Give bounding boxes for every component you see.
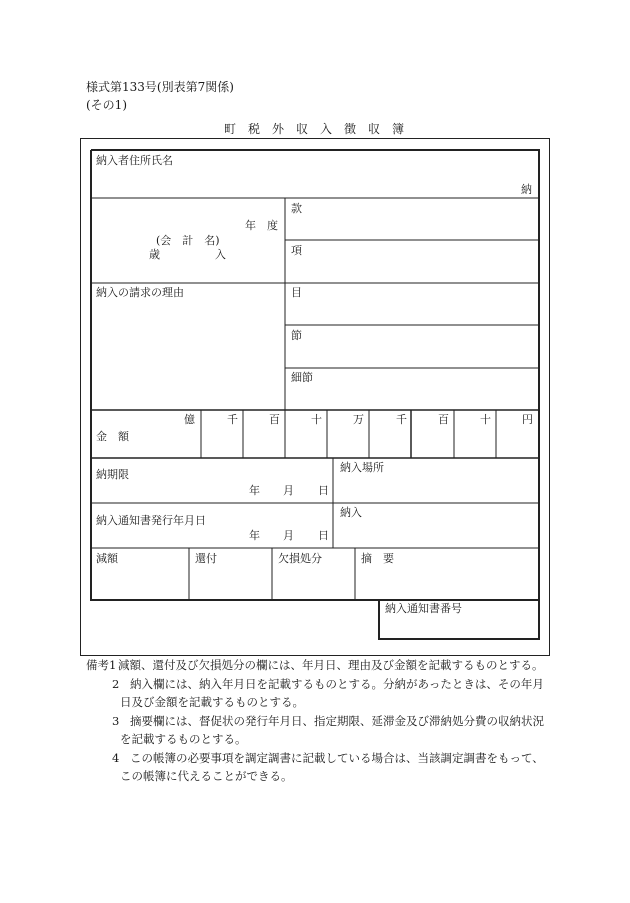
form-part: (その1) (86, 98, 127, 112)
digit-label: 百 (269, 413, 280, 426)
title-char: 町 (224, 122, 237, 136)
fiscal-year-label: 年 度 (245, 219, 278, 232)
digit-label: 万 (353, 413, 364, 426)
note-line (86, 656, 556, 675)
kou-label: 項 (291, 244, 302, 257)
revenue-label: 歳 入 (149, 248, 226, 261)
title-char: 収 (368, 122, 381, 136)
digit-label: 十 (311, 413, 322, 426)
title-char: 徴 (344, 122, 357, 136)
title-char: 簿 (392, 122, 405, 136)
notice-date-year: 年 (249, 529, 260, 542)
notes-section (86, 656, 556, 786)
notice-date-day: 日 (318, 529, 329, 542)
form-number: 様式第133号(別表第7関係) (86, 80, 234, 94)
remarks-label: 摘 要 (361, 552, 394, 565)
note-prefix: 備考1 (86, 658, 117, 672)
notice-date-month: 月 (283, 529, 294, 542)
amount-label: 金 額 (96, 430, 129, 443)
due-date-year: 年 (249, 484, 260, 497)
due-date-month: 月 (283, 484, 294, 497)
notice-number-label: 納入通知書番号 (385, 602, 462, 615)
due-date-day: 日 (318, 484, 329, 497)
title-char: 外 (272, 122, 285, 136)
note-text: 減額、還付及び欠損処分の欄には、年月日、理由及び金額を記載するものとする。 (118, 658, 544, 672)
note-line (86, 730, 556, 749)
title-char: 収 (296, 122, 309, 136)
note-text: 日及び金額を記載するものとする。 (120, 695, 304, 709)
payment-place-label: 納入場所 (340, 461, 384, 474)
write-off-label: 欠損処分 (278, 552, 322, 565)
note-prefix: 4 (112, 750, 120, 765)
note-prefix: 3 (112, 713, 120, 728)
notice-date-label: 納入通知書発行年月日 (96, 514, 206, 527)
account-name-label: (会 計 名) (156, 234, 220, 247)
note-line (86, 767, 556, 786)
note-text: 摘要欄には、督促状の発行年月日、指定期限、延滞金及び滞納処分費の収納状況 (130, 713, 544, 728)
note-text: この帳簿の必要事項を調定調書に記載している場合は、当該調定調書をもって、 (130, 750, 544, 765)
digit-label: 千 (227, 413, 238, 426)
request-reason-label: 納入の請求の理由 (96, 286, 184, 299)
note-text: を記載するものとする。 (120, 732, 247, 746)
digit-label: 百 (438, 413, 449, 426)
title-char: 税 (248, 122, 261, 136)
reduction-label: 減額 (96, 552, 118, 565)
note-line (86, 749, 556, 768)
note-prefix: 2 (112, 676, 120, 691)
digit-label: 億 (184, 413, 195, 426)
saisetsu-label: 細節 (291, 371, 313, 384)
kan-label: 款 (291, 202, 302, 215)
refund-label: 還付 (195, 552, 217, 565)
note-line (86, 693, 556, 712)
payer-suffix: 納 (521, 183, 532, 196)
payer-name-label: 納入者住所氏名 (96, 154, 173, 167)
note-line (86, 712, 556, 731)
note-text: 納入欄には、納入年月日を記載するものとする。分納があったときは、その年月 (130, 676, 544, 691)
title-char: 入 (320, 122, 333, 136)
digit-label: 千 (396, 413, 407, 426)
note-text: この帳簿に代えることができる。 (120, 769, 293, 783)
payment-label: 納入 (340, 506, 362, 519)
digit-label: 円 (522, 413, 533, 426)
moku-label: 目 (291, 286, 302, 299)
note-line (86, 675, 556, 694)
digit-label: 十 (480, 413, 491, 426)
due-date-label: 納期限 (96, 468, 129, 481)
setsu-label: 節 (291, 329, 302, 342)
